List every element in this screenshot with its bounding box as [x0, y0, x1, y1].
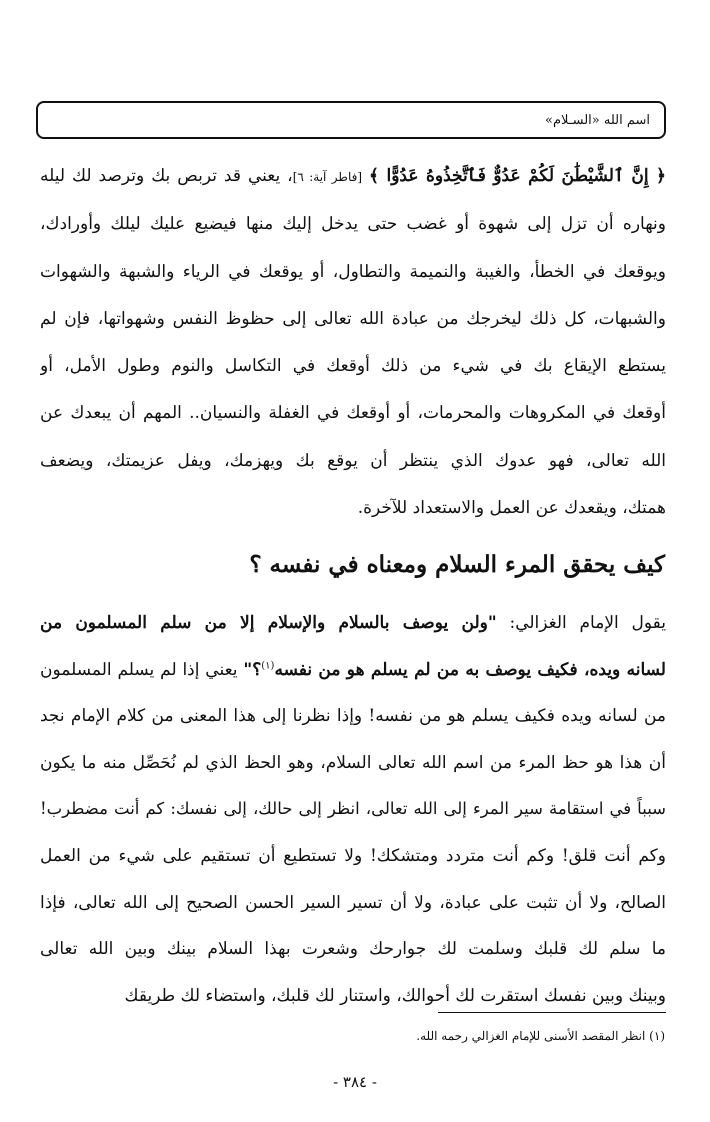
footnote-divider	[438, 1012, 666, 1013]
footnote: (١) انظر المقصد الأسنى للإمام الغزالي رحمه الله.	[416, 1029, 665, 1043]
section-heading: كيف يحقق المرء السلام ومعناه في نفسه ؟	[249, 551, 665, 578]
paragraph-2-line: أن هذا هو حظ المرء من اسم الله تعالى السلام، وهو الحظ الذي لم نُحَصِّل منه ما يكون	[40, 752, 666, 773]
paragraph-2-line: وكم أنت قلق! وكم أنت متردد ومتشكك! ولا تستطيع أن تستقيم على شيء من العمل	[40, 845, 666, 866]
paragraph-1-line: والشبهات، كل ذلك ليخرجك من عبادة الله تعالى إلى حظوظ النفس وشهواتها، فإن لم	[40, 308, 666, 329]
paragraph-1-line: ونهاره أن تزل إلى شهوة أو غضب حتى يدخل إليك منها فيضيع عليك ليلك وأورادك،	[40, 214, 666, 235]
paragraph-2-line: من لسانه ويده فكيف يسلم هو من نفسه! وإذا نظرنا إلى هذا المعنى من كلام الإمام نجد	[40, 706, 666, 727]
quran-verse: ﴿ إِنَّ ٱلشَّيْطَٰنَ لَكُمْ عَدُوٌّ فَٱتَّخِذُوهُ عَدُوًّا ﴾	[369, 166, 666, 186]
paragraph-1-line-1	[40, 153, 666, 201]
paragraph-2	[40, 600, 666, 1019]
verse-reference: [فاطر آية: ٦]	[292, 170, 363, 184]
ghazali-quote-part-1: "ولن يوصف بالسلام والإسلام إلا من سلم المسلمون من	[40, 613, 497, 633]
ghazali-quote-end: ؟"	[243, 659, 262, 680]
paragraph-2-line: وبينك وبين نفسك استقرت لك أحوالك، واستنار لك قلبك، واستضاء لك طريقك	[124, 985, 666, 1006]
paragraph-1-line: يستطع الإيقاع بك في شيء من ذلك أوقعك في التكاسل والنوم وطول الأمل، أو	[40, 356, 666, 377]
paragraph-2-line: الصالح، ولا أن تثبت على عبادة، ولا أن تسير السير الحسن الصحيح إلى الله تعالى، فإذا	[40, 892, 666, 913]
paragraph-2-intro: يقول الإمام الغزالي:	[496, 613, 666, 633]
paragraph-1-line: ويوقعك في الخطأ، والغيبة والنميمة والتطاول، أو يوقعك في الرياء والشبهة والشهوات	[40, 261, 666, 282]
paragraph-1-line: الله تعالى، فهو عدوك الذي ينتظر أن يوقع بك ويهزمك، ويفل عزيمتك، ويضعف	[40, 450, 666, 471]
page-number: - ٣٨٤ -	[333, 1073, 377, 1091]
paragraph-1-line: همتك، ويقعدك عن العمل والاستعداد للآخرة.	[357, 498, 666, 519]
running-header-title: اسم الله «السـلام»	[545, 113, 650, 128]
paragraph-2-line-2	[40, 647, 666, 694]
footnote-marker[interactable]: (١)	[261, 659, 275, 671]
paragraph-2-line: سبباً في استقامة سير المرء إلى الله تعالى، انظر إلى حالك، إلى نفسك: كم أنت مضطرب!	[40, 799, 666, 819]
paragraph-2-line: ما سلم لك قلبك وسلمت لك جوارحك وشعرت بهذا السلام بينك وبين الله تعالى	[40, 939, 666, 960]
paragraph-1-line-1-text: ، يعني قد تربص بك وترصد لك ليله	[40, 166, 293, 186]
paragraph-2-line-1	[40, 600, 666, 647]
running-header-box	[36, 101, 666, 139]
paragraph-1	[40, 153, 666, 532]
paragraph-1-line: أوقعك في المكروهات والمحرمات، أو أوقعك في الغفلة والنسيان.. المهم أن يبعدك عن	[40, 403, 666, 424]
ghazali-quote-part-2: لسانه ويده، فكيف يوصف به من لم يسلم هو من نفسه	[274, 659, 666, 680]
paragraph-2-line-2-text: يعني إذا لم يسلم المسلمون	[40, 659, 244, 680]
